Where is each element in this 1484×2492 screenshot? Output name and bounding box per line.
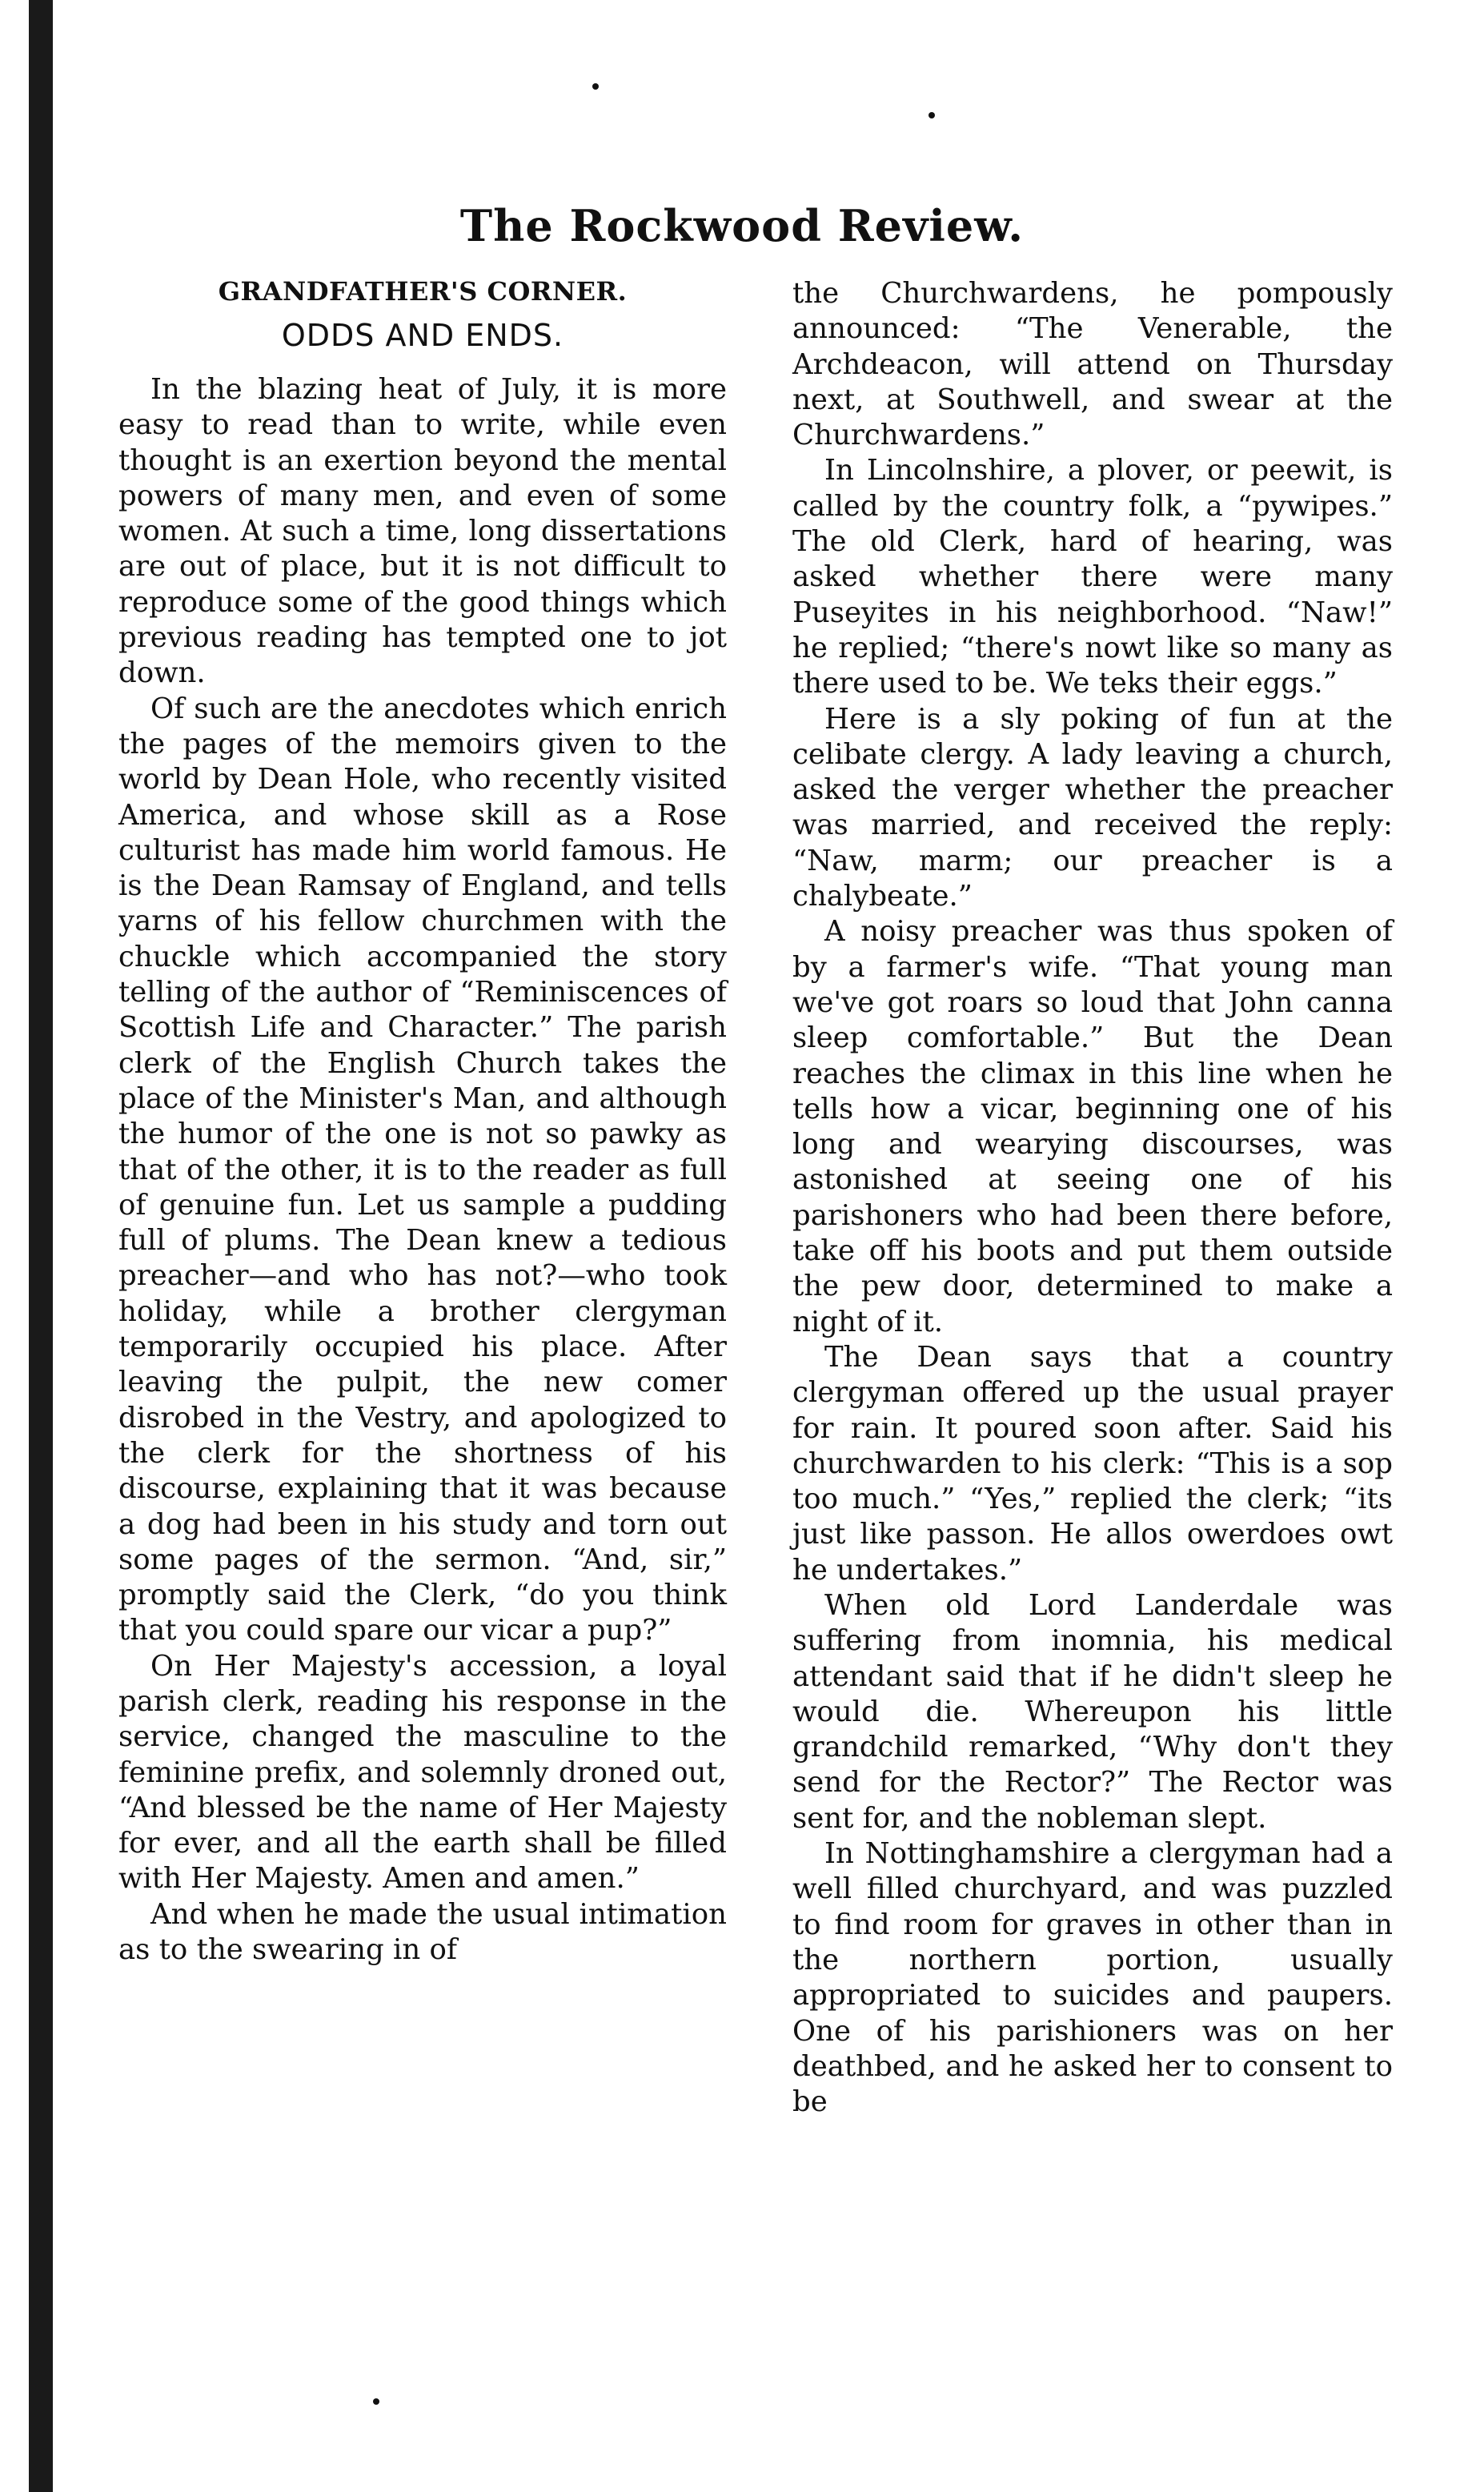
paragraph: A noisy preacher was thus spoken of by a farmer's wife. “That young man we've got roars so loud that John canna sleep comfortable.” But the Dean reaches the climax in this line when he tells how a vicar, beginning one of his long and wearying discourses, was astonished at seeing one of his parishoners who had been there before, take off his boots and put them outside the pew door, determined to make a night of it. (792, 915, 1393, 1338)
paragraph: In Lincolnshire, a plover, or peewit, is called by the country folk, a “pywipes.” The old Clerk, hard of hearing, was asked whether there were many Puseyites in his neighborhood. “Naw!” he replied; “there's nowt like so many as there used to be. We teks their eggs.” (792, 454, 1393, 700)
print-speck (373, 2398, 379, 2405)
paragraph: The Dean says that a country clergyman offered up the usual prayer for rain. It poured soon after. Said his churchwarden to his clerk: “This is a sop too much.” “Yes,” replied the clerk; “its just like passon. He allos owerdoes owt he undertakes.” (792, 1340, 1393, 1587)
paragraph: Of such are the anecdotes which enrich the pages of the memoirs given to the world by Dean Hole, who recently visited America, and whose skill as a Rose culturist has made him world famous. He is the Dean Ramsay of England, and tells yarns of his fellow churchmen with the chuckle which accompanied the story telling of the author of “Reminiscences of Scottish Life and Character.” The parish clerk of the English Church takes the place of the Minister's Man, and although the humor of the one is not so pawky as that of the other, it is to the reader as full of genuine fun. Let us sample a pudding full of plums. The Dean knew a tedious preacher—and who has not?—who took holiday, while a brother clergyman temporarily occupied his place. After leaving the pulpit, the new comer disrobed in the Vestry, and apologized to the clerk for the shortness of his discourse, explaining that it was because a dog had been in his study and torn out some pages of the sermon. “And, sir,” promptly said the Clerk, “do you think that you could spare our vicar a pup?” (118, 692, 727, 1647)
section-title: GRANDFATHER'S CORNER. (218, 276, 628, 307)
paragraph: And when he made the usual intimation as to the swearing in of (118, 1897, 727, 1967)
page-binding-edge (29, 0, 53, 2492)
masthead-title: The Rockwood Review. (459, 200, 1025, 251)
paragraph-continued: the Churchwardens, he pompously announced: “The Venerable, the Archdeacon, will attend on Thursday next, at Southwell, and swear at the Churchwardens.” (792, 277, 1393, 452)
section-subtitle: ODDS AND ENDS. (281, 318, 564, 353)
right-column (792, 276, 1393, 2120)
paragraph: Here is a sly poking of fun at the celibate clergy. A lady leaving a church, asked the verger whether the preacher was married, and received the reply: “Naw, marm; our preacher is a chalybeate.” (792, 702, 1393, 913)
paragraph: On Her Majesty's accession, a loyal parish clerk, reading his response in the service, changed the masculine to the feminine prefix, and solemnly droned out, “And blessed be the name of Her Majesty for ever, and all the earth shall be filled with Her Majesty. Amen and amen.” (118, 1649, 727, 1896)
paragraph: In Nottinghamshire a clergyman had a well filled churchyard, and was puzzled to find room for graves in other than in the northern portion, usually appropriated to suicides and paupers. One of his parishioners was on her deathbed, and he asked her to consent to be (792, 1837, 1393, 2119)
paragraph: When old Lord Landerdale was suffering from inomnia, his medical attendant said that if he didn't sleep he would die. Whereupon his little grandchild remarked, “Why don't they send for the Rector?” The Rector was sent for, and the nobleman slept. (792, 1588, 1393, 1835)
print-speck (929, 112, 935, 118)
print-speck (592, 83, 599, 90)
paragraph: In the blazing heat of July, it is more easy to read than to write, while even thought is an exertion beyond the mental powers of many men, and even of some women. At such a time, long dissertations are out of place, but it is not difficult to reproduce some of the good things which previous reading has tempted one to jot down. (118, 373, 727, 690)
left-column (118, 276, 727, 1968)
